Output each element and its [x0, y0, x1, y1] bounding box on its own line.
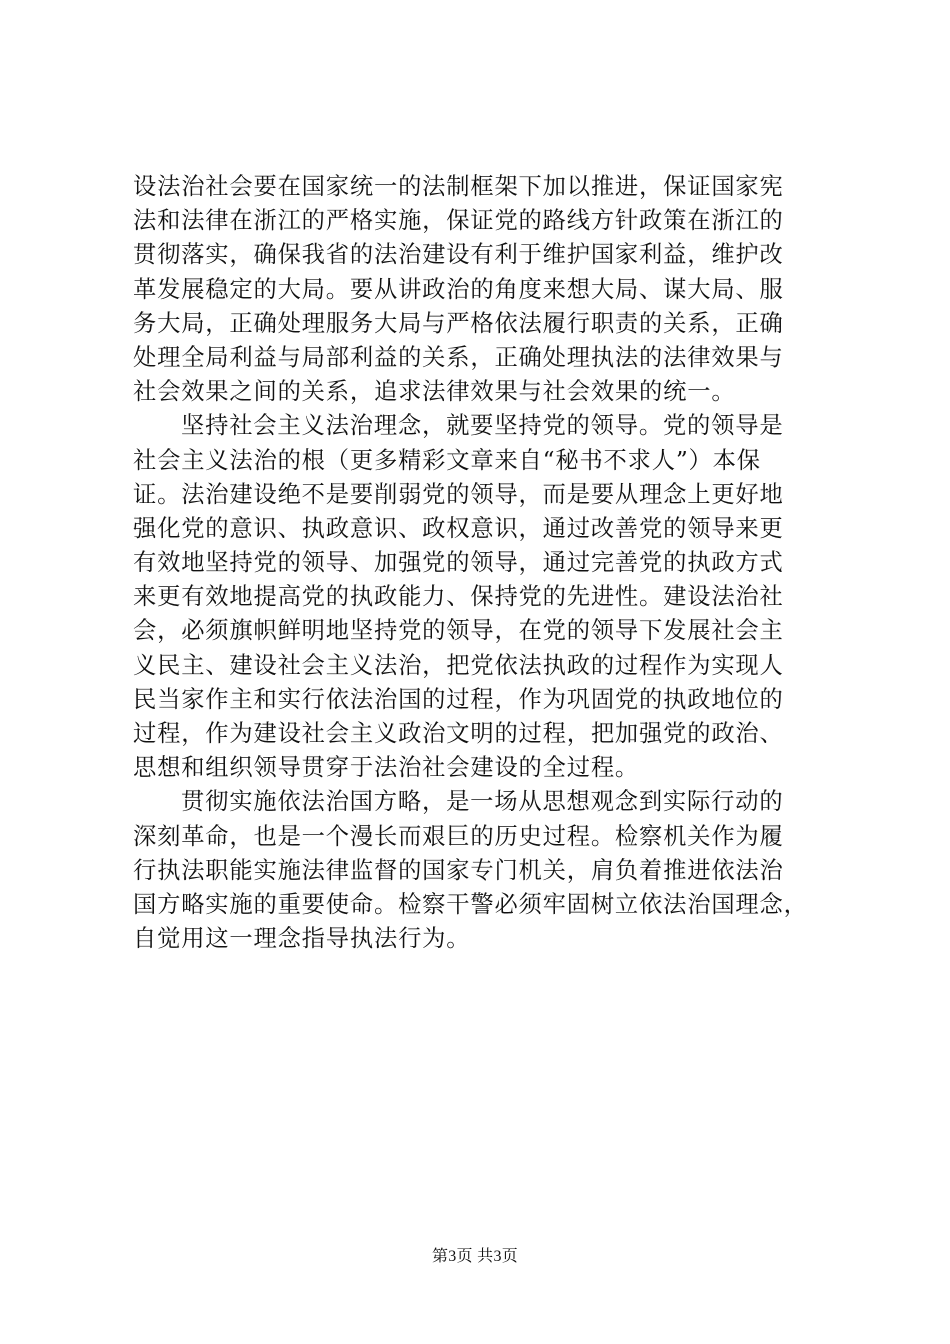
text-line: 会，必须旗帜鲜明地坚持党的领导，在党的领导下发展社会主: [133, 617, 784, 645]
text-line: 行执法职能实施法律监督的国家专门机关，肩负着推进依法治: [133, 856, 784, 884]
text-line: 处理全局利益与局部利益的关系，正确处理执法的法律效果与: [133, 343, 784, 371]
document-body: [133, 170, 833, 956]
text-line: 国方略实施的重要使命。检察干警必须牢固树立依法治国理念，: [133, 890, 808, 918]
text-line: 革发展稳定的大局。要从讲政治的角度来想大局、谋大局、服: [133, 275, 784, 303]
text-line: 思想和组织领导贯穿于法治社会建设的全过程。: [133, 754, 640, 782]
text-line: 社会主义法治的根（更多精彩文章来自“秘书不求人”）本保: [133, 446, 761, 474]
text-line: 过程，作为建设社会主义政治文明的过程，把加强党的政治、: [133, 720, 784, 747]
paragraph-start-line: 贯彻实施依法治国方略，是一场从思想观念到实际行动的: [181, 788, 784, 816]
text-line: 强化党的意识、执政意识、政权意识，通过改善党的领导来更: [133, 514, 784, 542]
text-line: 民当家作主和实行依法治国的过程，作为巩固党的执政地位的: [133, 685, 784, 713]
paragraph-start-line: 坚持社会主义法治理念，就要坚持党的领导。党的领导是: [181, 412, 784, 440]
text-line: 法和法律在浙江的严格实施，保证党的路线方针政策在浙江的: [133, 207, 784, 235]
text-line: 证。法治建设绝不是要削弱党的领导，而是要从理念上更好地: [133, 480, 784, 508]
text-line: 贯彻落实，确保我省的法治建设有利于维护国家利益，维护改: [133, 241, 784, 269]
text-line: 有效地坚持党的领导、加强党的领导，通过完善党的执政方式: [133, 549, 784, 577]
text-line: 务大局，正确处理服务大局与严格依法履行职责的关系，正确: [133, 309, 784, 337]
text-line: 深刻革命，也是一个漫长而艰巨的历史过程。检察机关作为履: [133, 822, 784, 850]
text-line: 来更有效地提高党的执政能力、保持党的先进性。建设法治社: [133, 583, 784, 611]
text-line: 设法治社会要在国家统一的法制框架下加以推进，保证国家宪: [133, 173, 784, 200]
text-line: 自觉用这一理念指导执法行为。: [133, 925, 471, 953]
text-line: 社会效果之间的关系，追求法律效果与社会效果的统一。: [133, 378, 736, 406]
text-line: 义民主、建设社会主义法治，把党依法执政的过程作为实现人: [133, 651, 784, 679]
page-number-footer: 第3页 共3页: [431, 1248, 519, 1265]
